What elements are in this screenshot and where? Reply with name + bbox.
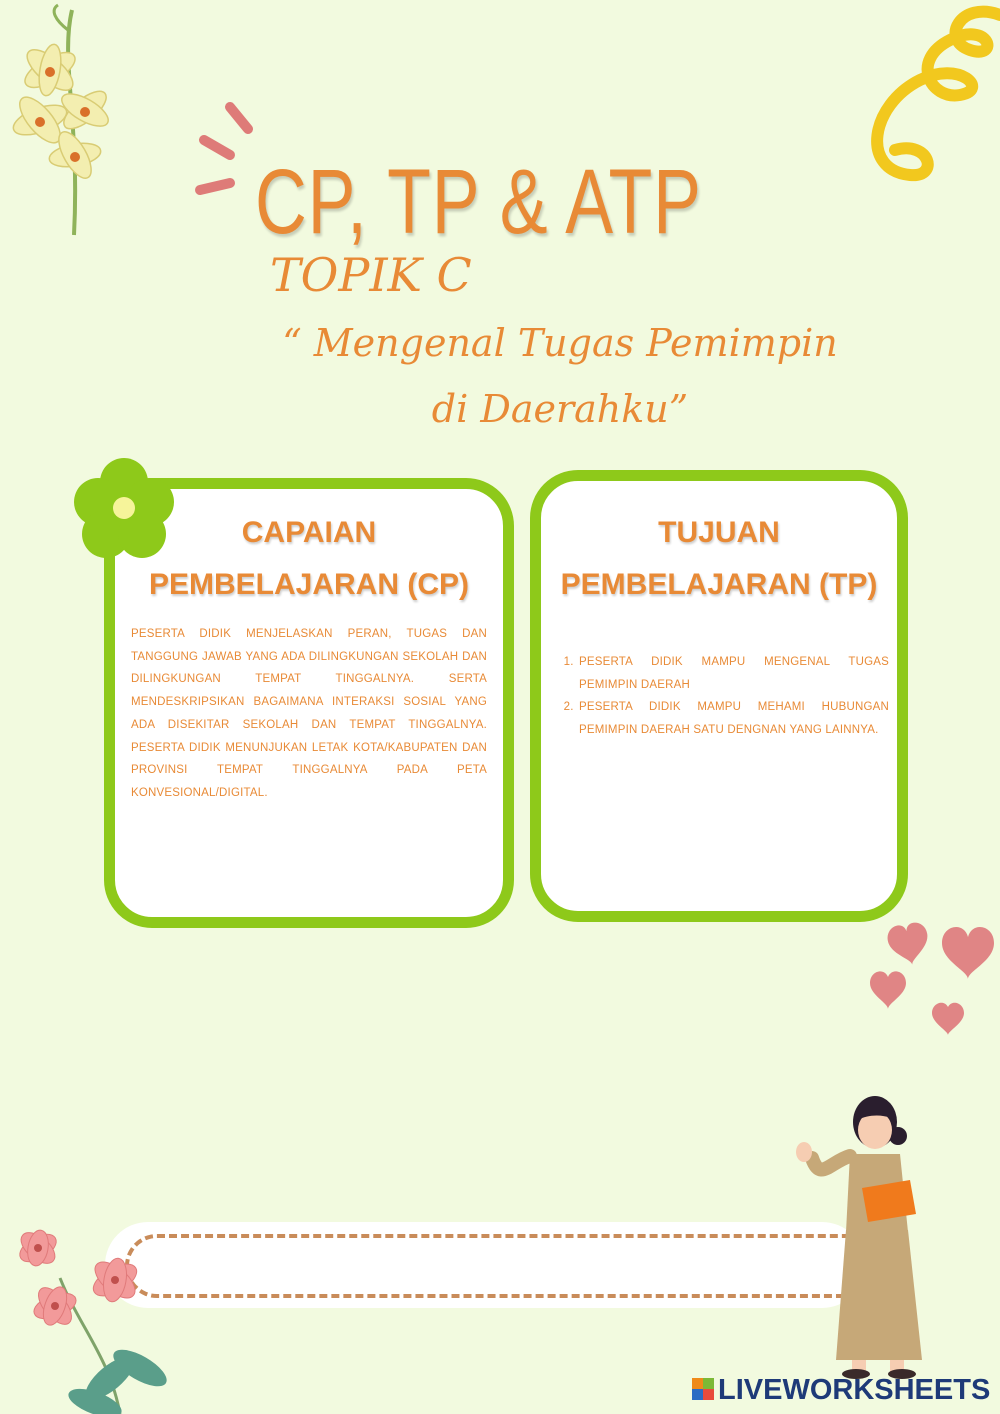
topic-label: TOPIK C — [270, 248, 472, 302]
flower-decoration-icon — [68, 456, 180, 560]
liveworksheets-logo-icon — [692, 1378, 714, 1400]
cp-card-heading-line2: PEMBELAJARAN (CP) — [148, 568, 469, 601]
tp-card — [530, 470, 908, 922]
pink-flowers-decoration-icon — [0, 1218, 175, 1414]
hearts-decoration-icon — [860, 905, 1000, 1045]
brand-logo-text: LIVEWORKSHEETS — [718, 1374, 991, 1406]
page-subtitle: “ Mengenal Tugas Pemimpin di Daerahku” — [282, 321, 838, 431]
tp-item: 1. PESERTA DIDIK MAMPU MENGENAL TUGAS PEMIMPIN DAERAH — [577, 651, 889, 696]
cp-card-body: PESERTA DIDIK MENJELASKAN PERAN, TUGAS DAN TANGGUNG JAWAB YANG ADA DILINGKUNGAN SEKOLAH DAN DILINGKUNGAN TEMPAT TINGGALNYA. SERTA MENDESKRIPSIKAN BAGAIMANA INTERAKSI SOSIAL YANG ADA DISEKITAR SEKOLAH DAN TEMPAT TINGGALNYA. PESERTA DIDIK MENUNJUKAN LETAK KOTA/KABUPATEN DAN PROVINSI TEMPAT TINGGALNYA PADA PETA KONVESIONAL/DIGITAL. — [131, 628, 487, 799]
tp-item: 2. PESERTA DIDIK MAMPU MEHAMI HUBUNGAN PEMIMPIN DAERAH SATU DENGNAN YANG LAINNYA. — [577, 696, 889, 741]
tp-card-heading-line1: TUJUAN — [658, 516, 780, 549]
cp-card-heading-line1: CAPAIAN — [241, 516, 377, 549]
teacher-illustration-icon — [790, 1092, 950, 1382]
tp-card-heading-line2: PEMBELAJARAN (TP) — [560, 568, 878, 601]
page-title: CP, TP & ATP — [255, 151, 702, 253]
ribbon-decoration-icon — [850, 0, 1000, 190]
tp-card-list — [563, 651, 889, 742]
answer-input[interactable] — [125, 1234, 885, 1298]
orchid-decoration-icon — [0, 0, 130, 240]
